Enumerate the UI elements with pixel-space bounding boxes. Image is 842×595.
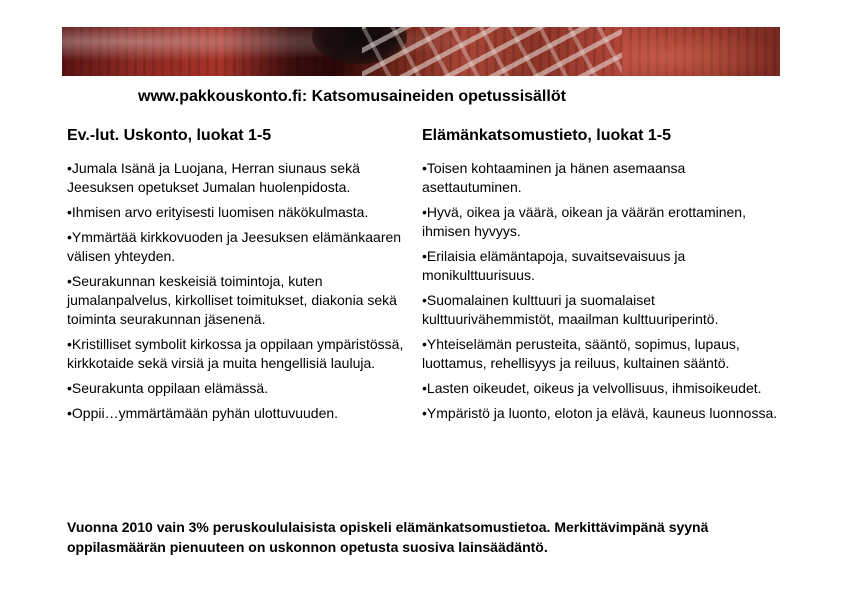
page-title: www.pakkouskonto.fi: Katsomusaineiden opetussisällöt	[138, 88, 566, 105]
left-bullet: •Oppii…ymmärtämään pyhän ulottuvuuden.	[67, 405, 339, 421]
left-bullet: •Ihmisen arvo erityisesti luomisen näkökulmasta.	[67, 204, 369, 220]
left-heading: Ev.-lut. Uskonto, luokat 1-5	[67, 127, 272, 144]
banner-light	[622, 27, 780, 76]
right-bullet: •Erilaisia elämäntapoja, suvaitsevaisuus ja monikulttuurisuus.	[422, 248, 686, 283]
left-bullet: •Jumala Isänä ja Luojana, Herran siunaus sekä Jeesuksen opetukset Jumalan huolenpidosta.	[67, 160, 360, 195]
left-bullet: •Kristilliset symbolit kirkossa ja oppilaan ympäristössä, kirkkotaide sekä virsiä ja muita hengellisiä lauluja.	[67, 336, 404, 371]
right-bullet: •Suomalainen kulttuuri ja suomalaiset kulttuurivähemmistöt, maailman kulttuuriperintö.	[422, 292, 719, 327]
right-bullet: •Ympäristö ja luonto, eloton ja elävä, kauneus luonnossa.	[422, 405, 778, 421]
right-column	[422, 127, 782, 429]
left-bullet: •Seurakunta oppilaan elämässä.	[67, 380, 269, 396]
banner-floor-pattern	[362, 27, 622, 76]
right-heading: Elämänkatsomustieto, luokat 1-5	[422, 127, 671, 144]
right-bullet: •Toisen kohtaaminen ja hänen asemaansa asettautuminen.	[422, 160, 686, 195]
right-bullet: •Lasten oikeudet, oikeus ja velvollisuus, ihmisoikeudet.	[422, 380, 762, 396]
left-column	[67, 127, 417, 429]
left-bullet: •Ymmärtää kirkkovuoden ja Jeesuksen elämänkaaren välisen yhteyden.	[67, 229, 402, 264]
right-bullet: •Yhteiselämän perusteita, sääntö, sopimus, lupaus, luottamus, rehellisyys ja reiluus, kultainen sääntö.	[422, 336, 740, 371]
right-bullet: •Hyvä, oikea ja väärä, oikean ja väärän erottaminen, ihmisen hyvyys.	[422, 204, 746, 239]
header-banner-image	[62, 27, 780, 76]
left-bullet: •Seurakunnan keskeisiä toimintoja, kuten jumalanpalvelus, kirkolliset toimitukset, diakonia sekä toiminta seurakunnan jäsenenä.	[67, 273, 397, 327]
footer-note: Vuonna 2010 vain 3% peruskoululaisista opiskeli elämänkatsomustietoa. Merkittävimpänä syynä oppilasmäärän pienuuteen on uskonnon opetusta suosiva lainsäädäntö.	[67, 519, 709, 555]
